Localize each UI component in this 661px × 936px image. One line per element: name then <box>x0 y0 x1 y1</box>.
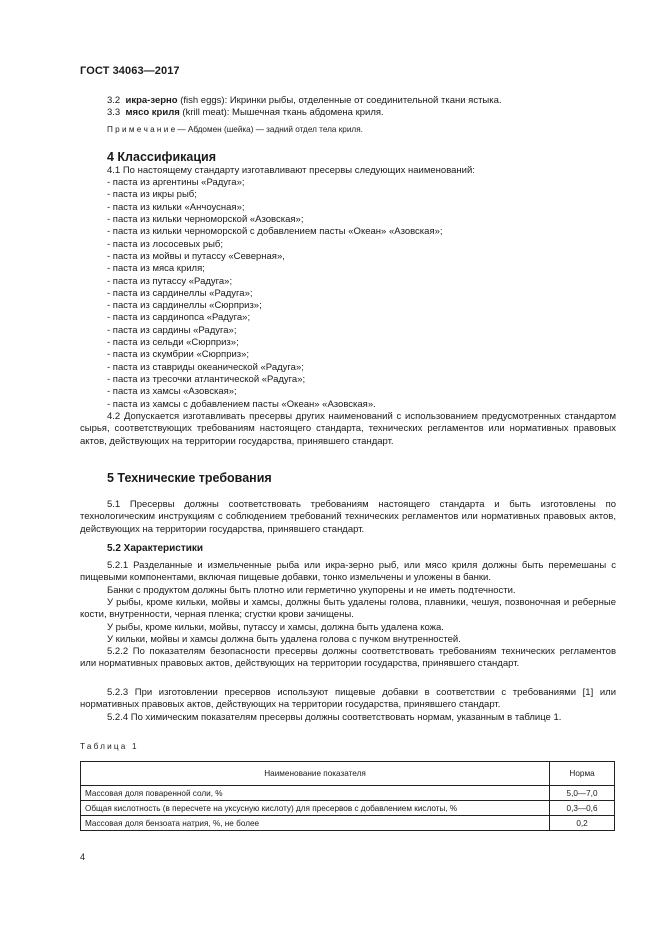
list-item: - паста из сардинеллы «Сюрприз»; <box>107 300 262 312</box>
norm-cell: 5,0—7,0 <box>550 786 615 801</box>
standard-header: ГОСТ 34063—2017 <box>80 65 180 77</box>
list-item: - паста из хамсы с добавлением пасты «Океан» «Азовская». <box>107 398 376 410</box>
list-item: - паста из мойвы и путассу «Северная», <box>107 250 285 262</box>
list-item: - паста из икры рыб; <box>107 189 197 201</box>
paragraph-4-2: 4.2 Допускается изготавливать пресервы других наименований с использованием предусмотренных стандартом сырья, соответствующих требованиям настоящего стандарта, технических регламентов или нормативных правовых актов, действующих на территории государства, принявшего стандарт. <box>80 411 616 447</box>
list-item: - паста из лососевых рыб; <box>107 238 224 250</box>
list-item: - паста из кильки «Анчоусная»; <box>107 201 245 213</box>
paragraph-5-2-1-c: У рыбы, кроме кильки, мойвы и хамсы, должны быть удалены голова, плавники, чешуя, позвоночная и реберные кости, внутренности, черная пленка; сгустки крови зачищены. <box>80 597 616 621</box>
list-item: - паста из сардины «Радуга»; <box>107 324 237 336</box>
indicator-cell: Массовая доля бензоата натрия, %, не более <box>81 816 550 831</box>
paragraph-5-2-3: 5.2.3 При изготовлении пресервов используют пищевые добавки в соответствии с требованиями [1] или нормативных правовых актов, действующих на территории государства, принявшего стандарт. <box>80 687 616 711</box>
definition-text: : Мышечная ткань абдомена криля. <box>226 107 384 118</box>
list-item: - паста из тресочки атлантической «Радуга»; <box>107 374 306 385</box>
paragraph-5-2-2: 5.2.2 По показателям безопасности пресервы должны соответствовать требованиям технических регламентов или нормативных правовых актов, действующих на территории государства, принявшего стандарт. <box>80 646 616 670</box>
indicator-cell: Общая кислотность (в пересчете на уксусную кислоту) для пресервов с добавлением кислоты, % <box>81 801 550 816</box>
definition-number: 3.3 <box>107 107 121 118</box>
section-4-heading: 4 Классификация <box>107 150 217 164</box>
paragraph-5-2-4: 5.2.4 По химическим показателям пресервы должны соответствовать нормам, указанным в таблице 1. <box>107 712 562 723</box>
chemical-indicators-table <box>80 761 615 831</box>
definition-english: (krill meat) <box>182 107 227 118</box>
note <box>107 125 363 134</box>
indicator-cell: Массовая доля поваренной соли, % <box>81 786 550 801</box>
definition-number: 3.2 <box>107 95 121 106</box>
definition-term: икра-зерно <box>125 95 178 106</box>
definition-text: : Икринки рыбы, отделенные от соединительной ткани ястыка. <box>224 95 502 106</box>
paragraph-5-2-1-e: У кильки, мойвы и хамсы должна быть удалена голова с пучком внутренностей. <box>107 634 461 645</box>
product-names-list <box>107 177 443 411</box>
definition-english: (fish eggs) <box>180 95 225 106</box>
section-4-1-intro: 4.1 По настоящему стандарту изготавливают пресервы следующих наименований: <box>107 165 475 176</box>
norm-cell: 0,3—0,6 <box>550 801 615 816</box>
section-5-2-heading: 5.2 Характеристики <box>107 543 204 554</box>
list-item: - паста из сардинеллы «Радуга»; <box>107 287 253 299</box>
header-norm: Норма <box>550 762 615 786</box>
table-caption: Таблица 1 <box>80 742 139 751</box>
norm-cell: 0,2 <box>550 816 615 831</box>
paragraph-5-2-1-d: У рыбы, кроме кильки, мойвы, путассу и хамсы, должна быть удалена кожа. <box>107 622 444 633</box>
paragraph-5-1: 5.1 Пресервы должны соответствовать требованиям настоящего стандарта и быть изготовлены по технологическим инструкциям с соблюдением требований технических регламентов или нормативных правовых актов, действующих на территории государства, принявшего стандарт. <box>80 499 616 535</box>
table-row <box>81 801 615 816</box>
paragraph-5-2-1: 5.2.1 Разделанные и измельченные рыба или икра-зерно рыб, или мясо криля должны быть перемешаны с пищевыми компонентами, включая пищевые добавки, тонко измельчены и уложены в банки. <box>80 560 616 584</box>
list-item: - паста из мяса криля; <box>107 263 205 275</box>
section-5-heading: 5 Технические требования <box>107 471 272 485</box>
table-row <box>81 816 615 831</box>
paragraph-5-2-1-b: Банки с продуктом должны быть плотно или герметично укупорены и не иметь подтечности. <box>107 585 516 596</box>
note-text: — Абдомен (шейка) — задний отдел тела криля. <box>175 125 363 134</box>
list-item: - паста из кильки черноморской «Азовская»; <box>107 213 304 225</box>
page-number: 4 <box>80 852 86 862</box>
definition-3-2 <box>107 95 502 107</box>
definition-3-3 <box>107 107 384 119</box>
definition-term: мясо криля <box>125 107 180 118</box>
list-item: - паста из кильки черноморской с добавлением пасты «Океан» «Азовская»; <box>107 226 443 238</box>
note-label: П р и м е ч а н и е <box>107 125 176 134</box>
list-item: - паста из ставриды океанической «Радуга»; <box>107 361 304 373</box>
list-item: - паста из скумбрии «Сюрприз»; <box>107 349 250 361</box>
header-indicator: Наименование показателя <box>81 762 550 786</box>
list-item: - паста из путассу «Радуга»; <box>107 275 233 287</box>
table-row <box>81 786 615 801</box>
list-item: - паста из сардинопса «Радуга»; <box>107 312 251 324</box>
list-item: - паста из аргентины «Радуга»; <box>107 177 245 188</box>
list-item: - паста из сельди «Сюрприз»; <box>107 337 239 349</box>
table-header-row <box>81 762 615 786</box>
list-item: - паста из хамсы «Азовская»; <box>107 386 237 398</box>
